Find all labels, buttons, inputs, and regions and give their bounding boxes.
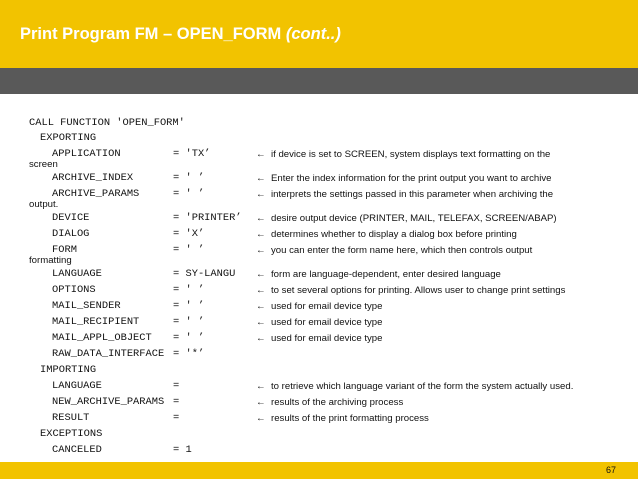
param-name: ARCHIVE_INDEX (52, 172, 134, 184)
importing-keyword: IMPORTING (40, 364, 97, 376)
param-name: DEVICE (52, 212, 90, 224)
param-value: = (173, 396, 180, 408)
left-arrow-icon: ← (256, 397, 266, 408)
param-description: determines whether to display a dialog box before printing (271, 229, 517, 240)
param-value: = ' ’ (173, 300, 205, 312)
left-arrow-icon: ← (256, 245, 266, 256)
param-description: to set several options for printing. Allows user to change print settings (271, 285, 566, 296)
param-value: = ' ’ (173, 316, 205, 328)
param-name: OPTIONS (52, 284, 96, 296)
param-name: APPLICATION (52, 148, 121, 160)
param-name: MAIL_APPL_OBJECT (52, 332, 152, 344)
param-description-wrap: screen (29, 159, 58, 170)
param-name: MAIL_SENDER (52, 300, 121, 312)
param-value: = SY-LANGU (173, 268, 236, 280)
left-arrow-icon: ← (256, 301, 266, 312)
footer-bar (0, 462, 638, 479)
param-value: = ' ’ (173, 172, 205, 184)
left-arrow-icon: ← (256, 317, 266, 328)
param-description: you can enter the form name here, which then controls output (271, 245, 533, 256)
param-name: NEW_ARCHIVE_PARAMS (52, 396, 165, 408)
left-arrow-icon: ← (256, 333, 266, 344)
param-value: = 'TX’ (173, 148, 211, 160)
left-arrow-icon: ← (256, 229, 266, 240)
param-description: form are language-dependent, enter desired language (271, 269, 501, 280)
left-arrow-icon: ← (256, 381, 266, 392)
param-description: if device is set to SCREEN, system displays text formatting on the (271, 149, 551, 160)
param-value: = (173, 412, 180, 424)
param-description: results of the archiving process (271, 397, 404, 408)
left-arrow-icon: ← (256, 269, 266, 280)
left-arrow-icon: ← (256, 285, 266, 296)
param-name: LANGUAGE (52, 268, 102, 280)
slide-title-main: Print Program FM – OPEN_FORM (20, 25, 282, 43)
slide-title-suffix: (cont..) (285, 25, 341, 43)
param-name: ARCHIVE_PARAMS (52, 188, 140, 200)
param-value: = ' ’ (173, 332, 205, 344)
exporting-keyword: EXPORTING (40, 132, 97, 144)
param-value: = ' ’ (173, 188, 205, 200)
page-number: 67 (605, 465, 616, 475)
param-description-wrap: formatting (29, 255, 72, 266)
param-name: CANCELED (52, 444, 102, 456)
param-name: DIALOG (52, 228, 90, 240)
param-value: = 'X’ (173, 228, 205, 240)
left-arrow-icon: ← (256, 149, 266, 160)
param-description-wrap: output. (29, 199, 59, 210)
param-description: used for email device type (271, 301, 383, 312)
left-arrow-icon: ← (256, 413, 266, 424)
param-description: to retrieve which language variant of the form the system actually used. (271, 381, 574, 392)
param-description: interprets the settings passed in this parameter when archiving the (271, 189, 554, 200)
param-value: = '*’ (173, 348, 205, 360)
param-name: RESULT (52, 412, 90, 424)
param-value: = ' ’ (173, 244, 205, 256)
exceptions-keyword: EXCEPTIONS (40, 428, 103, 440)
call-function-line: CALL FUNCTION 'OPEN_FORM' (29, 117, 185, 129)
param-name: FORM (52, 244, 77, 256)
param-description: desire output device (PRINTER, MAIL, TELEFAX, SCREEN/ABAP) (271, 213, 557, 224)
param-description: results of the print formatting process (271, 413, 429, 424)
param-value: = ' ’ (173, 284, 205, 296)
left-arrow-icon: ← (256, 173, 266, 184)
param-name: MAIL_RECIPIENT (52, 316, 140, 328)
param-name: RAW_DATA_INTERFACE (52, 348, 165, 360)
param-value: = (173, 380, 180, 392)
left-arrow-icon: ← (256, 213, 266, 224)
param-name: LANGUAGE (52, 380, 102, 392)
param-value: = 1 (173, 444, 192, 456)
param-description: used for email device type (271, 333, 383, 344)
left-arrow-icon: ← (256, 189, 266, 200)
param-value: = 'PRINTER’ (173, 212, 242, 224)
param-description: Enter the index information for the print output you want to archive (271, 173, 552, 184)
param-description: used for email device type (271, 317, 383, 328)
